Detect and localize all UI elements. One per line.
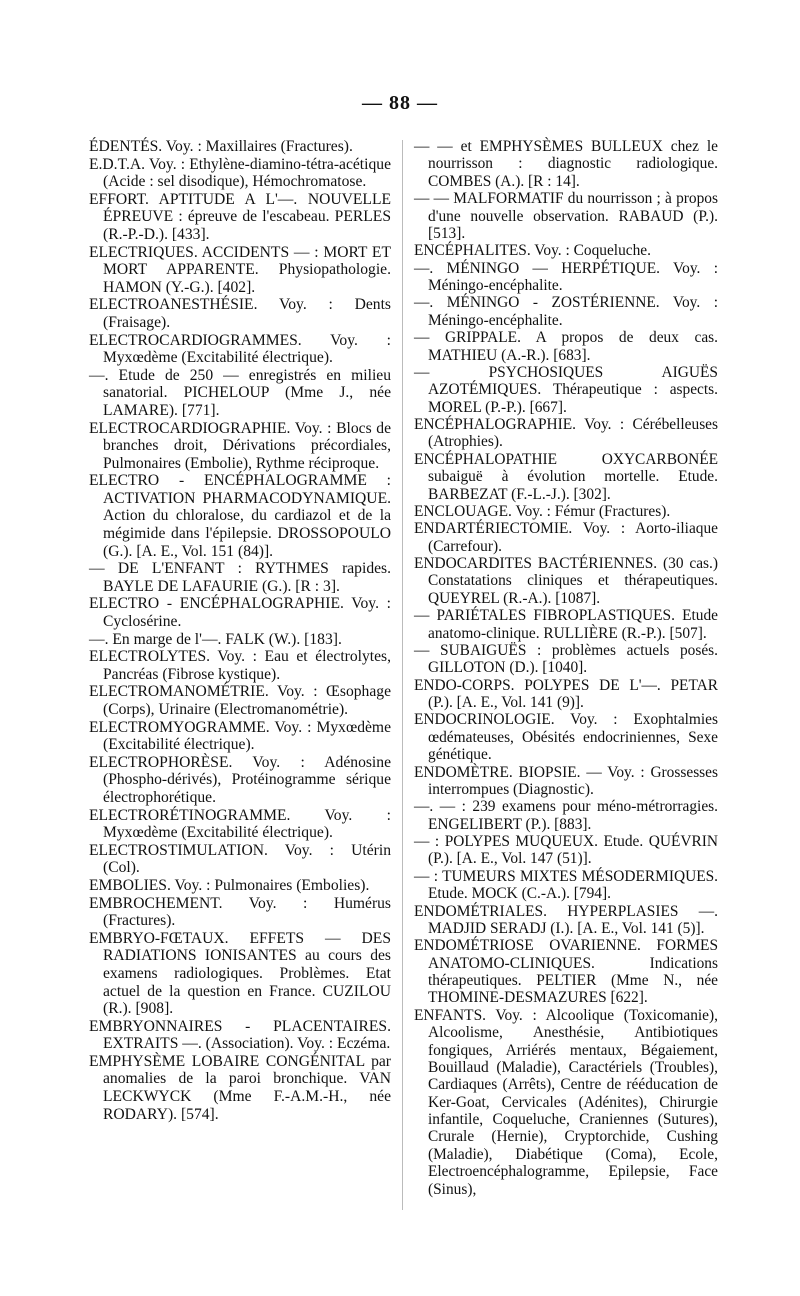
index-entry: ENDOCARDITES BACTÉRIENNES. (30 cas.) Constatations cliniques et thérapeutiques. QUEYREL (R.-A.). [1087]. xyxy=(414,555,718,607)
index-entry: — DE L'ENFANT : RYTHMES rapides. BAYLE DE LAFAURIE (G.). [R : 3]. xyxy=(89,560,391,595)
index-entry: — GRIPPALE. A propos de deux cas. MATHIEU (A.-R.). [683]. xyxy=(414,329,718,364)
index-entry: ENCÉPHALOPATHIE OXYCARBONÉE subaiguë à évolution mortelle. Etude. BARBEZAT (F.-L.-J.). [302]. xyxy=(414,450,718,503)
index-entry: ELECTRO - ENCÉPHALOGRAPHIE. Voy. : Cyclosérine. xyxy=(89,595,391,631)
index-entry: ENCÉPHALOGRAPHIE. Voy. : Cérébelleuses (Atrophies). xyxy=(414,416,718,451)
column-divider xyxy=(402,140,403,1210)
index-entry: ELECTROANESTHÉSIE. Voy. : Dents (Fraisage). xyxy=(89,296,391,331)
index-entry: ELECTRIQUES. ACCIDENTS — : MORT ET MORT APPARENTE. Physiopathologie. HAMON (Y.-G.). [402]. xyxy=(89,243,391,296)
index-entry: ENDOMÈTRE. BIOPSIE. — Voy. : Grossesses interrompues (Diagnostic). xyxy=(414,763,718,798)
left-column xyxy=(89,138,391,1123)
index-entry: — PARIÉTALES FIBROPLASTIQUES. Etude anatomo-clinique. RULLIÈRE (R.-P.). [507]. xyxy=(414,607,718,642)
index-entry: — SUBAIGUËS : problèmes actuels posés. GILLOTON (D.). [1040]. xyxy=(414,641,718,677)
index-entry: — : POLYPES MUQUEUX. Etude. QUÉVRIN (P.). [A. E., Vol. 147 (51)]. xyxy=(414,833,718,868)
right-column xyxy=(414,138,718,1198)
index-entry: ELECTROPHORÈSE. Voy. : Adénosine (Phospho-dérivés), Protéinogramme sérique électrophorétique. xyxy=(89,753,391,806)
index-entry: ELECTROSTIMULATION. Voy. : Utérin (Col). xyxy=(89,841,391,877)
index-entry: ENCÉPHALITES. Voy. : Coqueluche. xyxy=(414,242,651,260)
index-entry: EMBRYO-FŒTAUX. EFFETS — DES RADIATIONS IONISANTES au cours des examens radiologiques. Problèmes. Etat actuel de la question en France. CUZILOU (R.). [908]. xyxy=(89,929,391,1018)
index-entry: ENDO-CORPS. POLYPES DE L'—. PETAR (P.). [A. E., Vol. 141 (9)]. xyxy=(414,676,718,711)
index-entry: — PSYCHOSIQUES AIGUËS AZOTÉMIQUES. Thérapeutique : aspects. MOREL (P.-P.). [667]. xyxy=(414,363,718,416)
page-number: — 88 — xyxy=(362,92,438,114)
index-entry: ENDOMÉTRIOSE OVARIENNE. FORMES ANATOMO-CLINIQUES. Indications thérapeutiques. PELTIER (Mme N., née THOMINE-DESMAZURES [622]. xyxy=(414,937,718,1007)
index-entry: ÉDENTÉS. Voy. : Maxillaires (Fractures). xyxy=(89,138,353,155)
index-entry: ENFANTS. Voy. : Alcoolique (Toxicomanie), Alcoolisme, Anesthésie, Antibiotiques fongiques, Arriérés mentaux, Bégaiement, Bouillaud (Maladie), Caractériels (Troubles), Cardiaques (Arrêts), Centre de rééducation de Ker-Goat, Cervicales (Adénites), Chirurgie infantile, Coqueluche, Craniennes (Sutures), Crurale (Hernie), Cryptorchide, Cushing (Maladie), Diabétique (Coma), Ecole, Electroencéphalogramme, Epilepsie, Face (Sinus), xyxy=(414,1006,718,1198)
index-entry: —. — : 239 examens pour méno-métrorragies. ENGELIBERT (P.). [883]. xyxy=(414,798,718,833)
index-entry: ELECTROMYOGRAMME. Voy. : Myxœdème (Excitabilité électrique). xyxy=(89,718,391,754)
index-entry: EMBROCHEMENT. Voy. : Humérus (Fractures). xyxy=(89,894,391,930)
index-entry: ENCLOUAGE. Voy. : Fémur (Fractures). xyxy=(414,502,671,520)
index-entry: ENDOMÉTRIALES. HYPERPLASIES —. MADJID SERADJ (I.). [A. E., Vol. 141 (5)]. xyxy=(414,902,718,937)
index-entry: E.D.T.A. Voy. : Ethylène-diamino-tétra-acétique (Acide : sel disodique), Hémochromatose. xyxy=(89,155,391,191)
index-entry: ELECTROMANOMÉTRIE. Voy. : Œsophage (Corps), Urinaire (Electromanométrie). xyxy=(89,683,391,718)
index-entry: ENDARTÉRIECTOMIE. Voy. : Aorto-iliaque (Carrefour). xyxy=(414,520,718,555)
index-entry: ELECTROLYTES. Voy. : Eau et électrolytes, Pancréas (Fibrose kystique). xyxy=(89,648,391,683)
index-entry: EMPHYSÈME LOBAIRE CONGÉNITAL par anomalies de la paroi bronchique. VAN LECKWYCK (Mme F.-A.M.-H., née RODARY). [574]. xyxy=(89,1052,391,1123)
index-entry: —. MÉNINGO - ZOSTÉRIENNE. Voy. : Méningo-encéphalite. xyxy=(414,294,718,329)
index-entry: — — MALFORMATIF du nourrisson ; à propos d'une nouvelle observation. RABAUD (P.). [513]. xyxy=(414,190,718,242)
index-entry: —. En marge de l'—. FALK (W.). [183]. xyxy=(89,630,342,648)
index-entry: — — et EMPHYSÈMES BULLEUX chez le nourrisson : diagnostic radiologique. COMBES (A.). [R : 14]. xyxy=(414,138,718,190)
index-entry: ELECTRO - ENCÉPHALOGRAMME : ACTIVATION PHARMACODYNAMIQUE. Action du chloralose, du cardiazol et de la mégimide dans l'épilepsie. DROSSOPOULO (G.). [A. E., Vol. 151 (84)]. xyxy=(89,472,391,560)
index-entry: ELECTROCARDIOGRAMMES. Voy. : Myxœdème (Excitabilité électrique). xyxy=(89,331,391,367)
index-entry: —. MÉNINGO — HERPÉTIQUE. Voy. : Méningo-encéphalite. xyxy=(414,259,718,294)
index-entry: ELECTRORÉTINOGRAMME. Voy. : Myxœdème (Excitabilité électrique). xyxy=(89,806,391,842)
index-entry: —. Etude de 250 — enregistrés en milieu sanatorial. PICHELOUP (Mme J., née LAMARE). [771]. xyxy=(89,366,391,419)
index-entry: EMBRYONNAIRES - PLACENTAIRES. EXTRAITS —. (Association). Voy. : Eczéma. xyxy=(89,1017,391,1053)
index-entry: ELECTROCARDIOGRAPHIE. Voy. : Blocs de branches droit, Dérivations précordiales, Pulmonaires (Embolie), Rythme réciproque. xyxy=(89,419,391,472)
index-entry: EMBOLIES. Voy. : Pulmonaires (Embolies). xyxy=(89,876,370,894)
index-entry: ENDOCRINOLOGIE. Voy. : Exophtalmies œdémateuses, Obésités endocriniennes, Sexe génétique. xyxy=(414,711,718,764)
index-entry: EFFORT. APTITUDE A L'—. NOUVELLE ÉPREUVE : épreuve de l'escabeau. PERLES (R.-P.-D.). [433]. xyxy=(89,190,391,243)
index-entry: — : TUMEURS MIXTES MÉSODERMIQUES. Etude. MOCK (C.-A.). [794]. xyxy=(414,867,718,903)
